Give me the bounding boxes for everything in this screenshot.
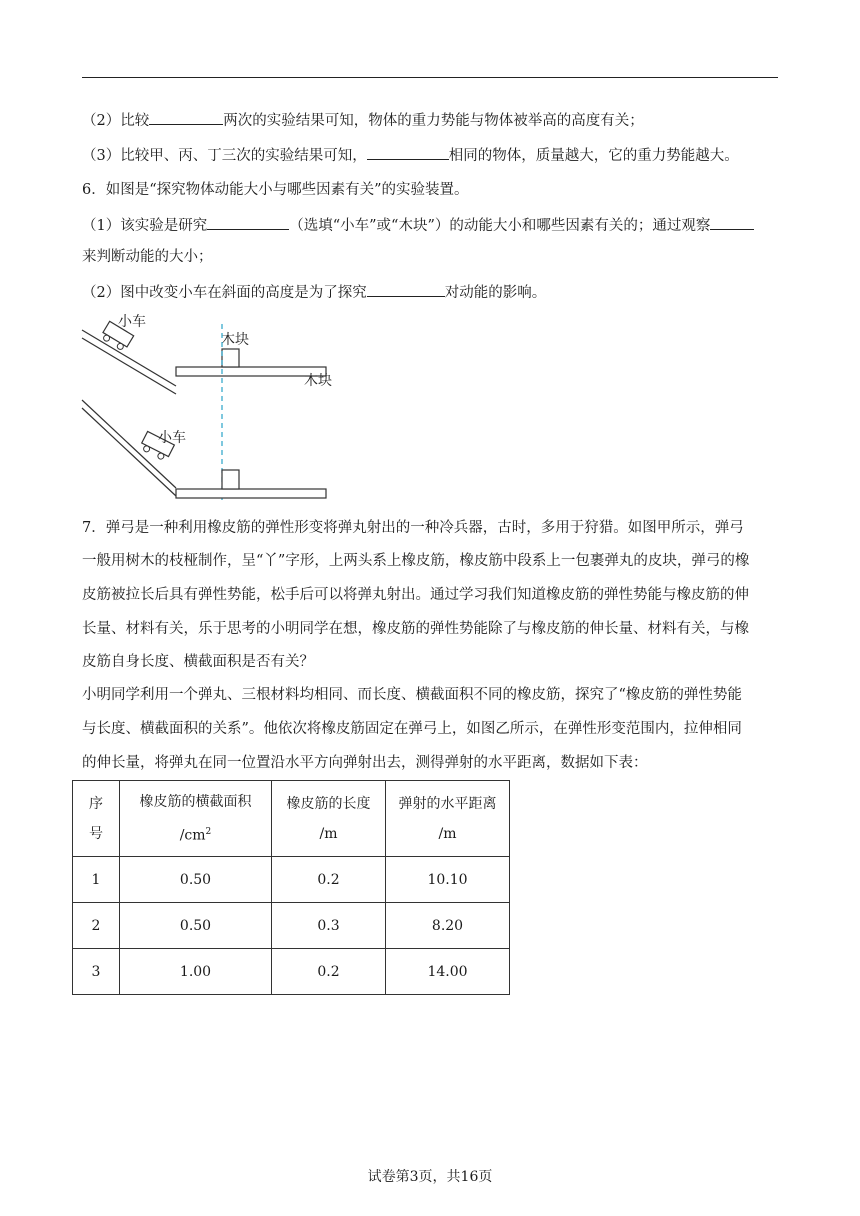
block-top [222, 349, 239, 367]
label-block-top: 木块 [221, 332, 249, 348]
q6-stem: 6．如图是“探究物体动能大小与哪些因素有关”的实验装置。 [82, 182, 469, 198]
label-block-right: 木块 [304, 373, 332, 389]
kinetic-energy-apparatus-figure [78, 308, 338, 504]
bottom-track [176, 489, 326, 498]
q7-line-3: 皮筋被拉长后具有弹性势能，松手后可以将弹丸射出。通过学习我们知道橡皮筋的弹性势能与橡皮筋的伸 [82, 587, 749, 603]
table-header-row [73, 781, 510, 857]
label-car-top: 小车 [118, 314, 146, 330]
label-car-bottom: 小车 [158, 430, 186, 446]
q5-part3: （3）比较甲、丙、丁三次的实验结果可知， 相同的物体，质量越大，它的重力势能越大。 [82, 145, 739, 166]
answer-blank[interactable] [367, 282, 445, 297]
q7-line-1: 7．弹弓是一种利用橡皮筋的弹性形变将弹丸射出的一种冷兵器，古时，多用于狩猎。如图甲所示，弹弓 [82, 520, 744, 536]
table-row: 3 1.00 0.2 14.00 [73, 949, 510, 995]
page-footer: 试卷第3页，共16页 [367, 1169, 493, 1185]
q7-line-2: 一般用树木的枝桠制作，呈“丫”字形，上两头系上橡皮筋，橡皮筋中段系上一包裹弹丸的皮块，弹弓的橡 [82, 553, 750, 569]
answer-blank[interactable] [149, 110, 223, 125]
q6-part1: （1）该实验是研究 （选填“小车”或“木块”）的动能大小和哪些因素有关的；通过观察 [82, 215, 754, 236]
header-index: 序 号 [73, 781, 120, 857]
q6-part2: （2）图中改变小车在斜面的高度是为了探究 对动能的影响。 [82, 282, 546, 303]
answer-blank[interactable] [710, 215, 754, 230]
q6-part1-cont: 来判断动能的大小； [82, 249, 213, 265]
header-distance: 弹射的水平距离 /m [386, 781, 510, 857]
answer-blank[interactable] [207, 215, 289, 230]
q7-line-4: 长量、材料有关，乐于思考的小明同学在想，橡皮筋的弹性势能除了与橡皮筋的伸长量、材料有关，与橡 [82, 621, 749, 637]
answer-blank[interactable] [367, 145, 449, 160]
q7-line-7: 与长度、横截面积的关系”。他依次将橡皮筋固定在弹弓上，如图乙所示，在弹性形变范围内，拉伸相同 [82, 721, 742, 737]
data-table [72, 780, 510, 995]
table-row: 2 0.50 0.3 8.20 [73, 903, 510, 949]
header-length: 橡皮筋的长度 /m [272, 781, 386, 857]
q7-line-6: 小明同学利用一个弹丸、三根材料均相同、而长度、横截面积不同的橡皮筋，探究了“橡皮筋的弹性势能 [82, 687, 742, 703]
header-rule [82, 77, 778, 78]
q5-part2: （2）比较 两次的实验结果可知，物体的重力势能与物体被举高的高度有关； [82, 110, 644, 131]
table-row: 1 0.50 0.2 10.10 [73, 857, 510, 903]
header-area: 橡皮筋的横截面积 $/cm^2$ [120, 781, 272, 857]
q7-line-8: 的伸长量，将弹丸在同一位置沿水平方向弹射出去，测得弹射的水平距离，数据如下表： [82, 755, 648, 771]
block-bottom [222, 470, 239, 489]
q7-line-5: 皮筋自身长度、横截面积是否有关？ [82, 654, 314, 670]
